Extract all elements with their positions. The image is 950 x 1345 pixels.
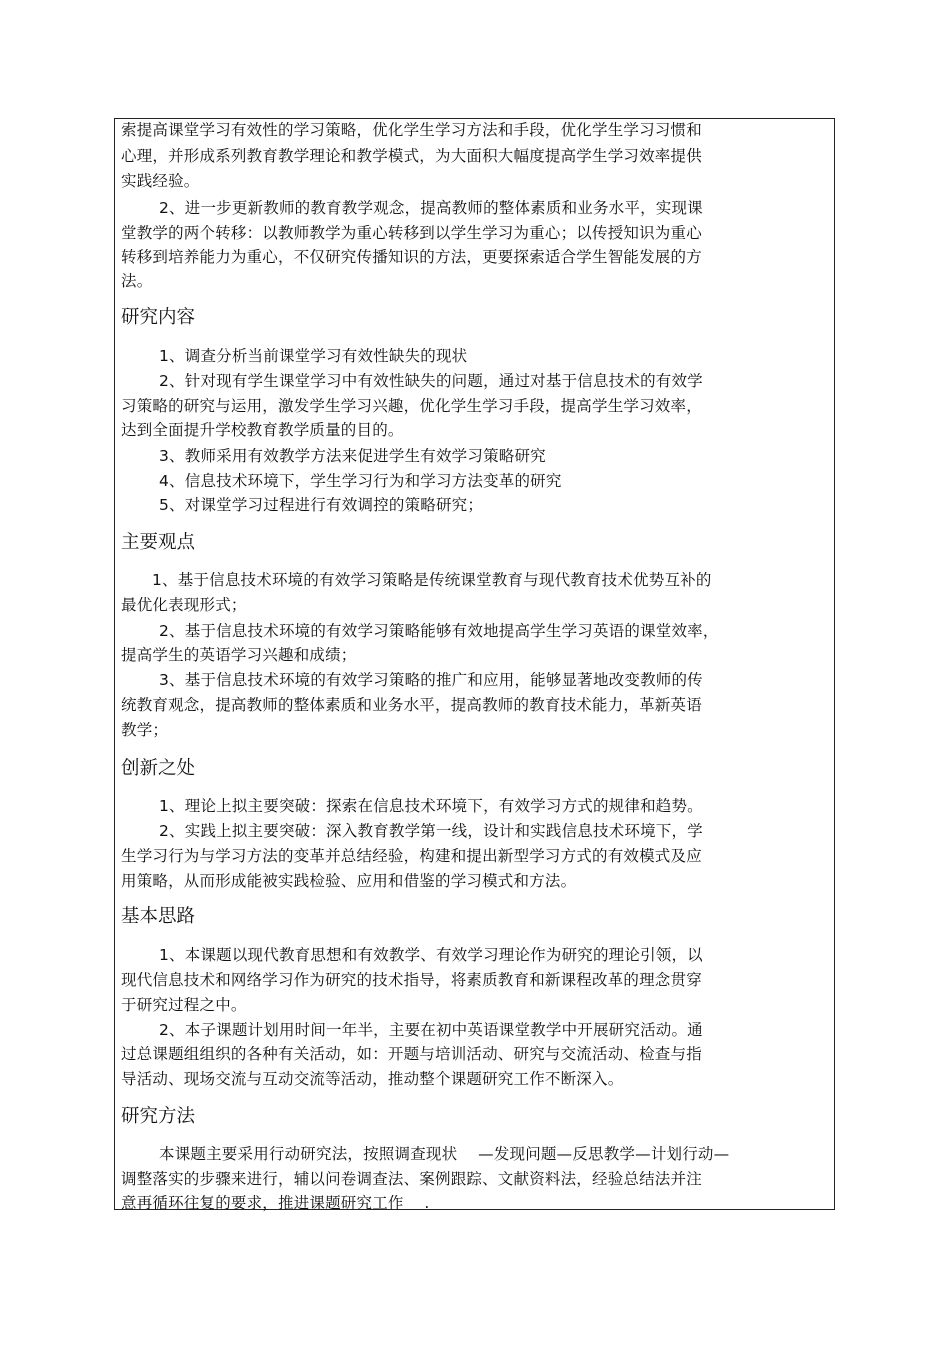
text-line: 过总课题组组织的各种有关活动，如：开题与培训活动、研究与交流活动、检查与指 bbox=[121, 1045, 702, 1063]
section-heading-innovation: 创新之处 bbox=[121, 758, 196, 779]
text-line: 1、本课题以现代教育思想和有效教学、有效学习理论作为研究的理论引领，以 bbox=[159, 946, 703, 964]
text-line: 提高学生的英语学习兴趣和成绩； bbox=[121, 646, 357, 664]
text-line: 4、信息技术环境下，学生学习行为和学习方法变革的研究 bbox=[159, 472, 562, 490]
text-line: 最优化表现形式； bbox=[121, 596, 247, 614]
text-line: 1、基于信息技术环境的有效学习策略是传统课堂教育与现代教育技术优势互补的 bbox=[152, 571, 712, 589]
text-line: 统教育观念，提高教师的整体素质和业务水平，提高教师的教育技术能力，革新英语 bbox=[121, 696, 702, 714]
text-line: 心理，并形成系列教育教学理论和教学模式，为大面积大幅度提高学生学习效率提供 bbox=[121, 147, 702, 165]
text-line: 索提高课堂学习有效性的学习策略，优化学生学习方法和手段，优化学生学习习惯和 bbox=[121, 121, 702, 139]
text-line: 于研究过程之中。 bbox=[121, 996, 247, 1014]
text-line: 1、理论上拟主要突破：探索在信息技术环境下，有效学习方式的规律和趋势。 bbox=[159, 797, 703, 815]
text-line: 习策略的研究与运用，激发学生学习兴趣，优化学生学习手段，提高学生学习效率， bbox=[121, 397, 702, 415]
section-heading-research-content: 研究内容 bbox=[121, 307, 196, 328]
section-heading-basic-approach: 基本思路 bbox=[121, 906, 196, 927]
text-line: 2、进一步更新教师的教育教学观念，提高教师的整体素质和业务水平，实现课 bbox=[159, 199, 703, 217]
text-line: 达到全面提升学校教育教学质量的目的。 bbox=[121, 421, 404, 439]
text-line: 实践经验。 bbox=[121, 172, 200, 190]
text-line: 转移到培养能力为重心，不仅研究传播知识的方法，更要探索适合学生智能发展的方 bbox=[121, 248, 702, 266]
text-line: 1、调查分析当前课堂学习有效性缺失的现状 bbox=[159, 347, 468, 365]
text-line: 5、对课堂学习过程进行有效调控的策略研究； bbox=[159, 496, 484, 514]
text-line: 堂教学的两个转移：以教师教学为重心转移到以学生学习为重心；以传授知识为重心 bbox=[121, 224, 702, 242]
text-line: 法。 bbox=[121, 272, 153, 290]
text-line: 现代信息技术和网络学习作为研究的技术指导，将素质教育和新课程改革的理念贯穿 bbox=[121, 971, 702, 989]
text-line: 教学； bbox=[121, 721, 169, 739]
text-line: 2、针对现有学生课堂学习中有效性缺失的问题，通过对基于信息技术的有效学 bbox=[159, 372, 703, 390]
text-line: 意再循环往复的要求，推进课题研究工作 . bbox=[121, 1194, 430, 1212]
text-line: 本课题主要采用行动研究法，按照调查现状 —发现问题—反思教学—计划行动— bbox=[159, 1145, 730, 1163]
text-line: 生学习行为与学习方法的变革并总结经验，构建和提出新型学习方式的有效模式及应 bbox=[121, 847, 702, 865]
text-line: 3、教师采用有效教学方法来促进学生有效学习策略研究 bbox=[159, 447, 546, 465]
text-line: 2、实践上拟主要突破：深入教育教学第一线，设计和实践信息技术环境下，学 bbox=[159, 822, 703, 840]
section-heading-research-methods: 研究方法 bbox=[121, 1106, 196, 1127]
text-line: 2、基于信息技术环境的有效学习策略能够有效地提高学生学习英语的课堂效率， bbox=[159, 622, 719, 640]
section-heading-main-views: 主要观点 bbox=[121, 532, 196, 553]
text-line: 2、本子课题计划用时间一年半，主要在初中英语课堂教学中开展研究活动。通 bbox=[159, 1021, 703, 1039]
text-line: 导活动、现场交流与互动交流等活动，推动整个课题研究工作不断深入。 bbox=[121, 1070, 624, 1088]
text-line: 用策略，从而形成能被实践检验、应用和借鉴的学习模式和方法。 bbox=[121, 872, 577, 890]
text-line: 调整落实的步骤来进行，辅以问卷调查法、案例跟踪、文献资料法，经验总结法并注 bbox=[121, 1170, 702, 1188]
text-line: 3、基于信息技术环境的有效学习策略的推广和应用，能够显著地改变教师的传 bbox=[159, 671, 703, 689]
